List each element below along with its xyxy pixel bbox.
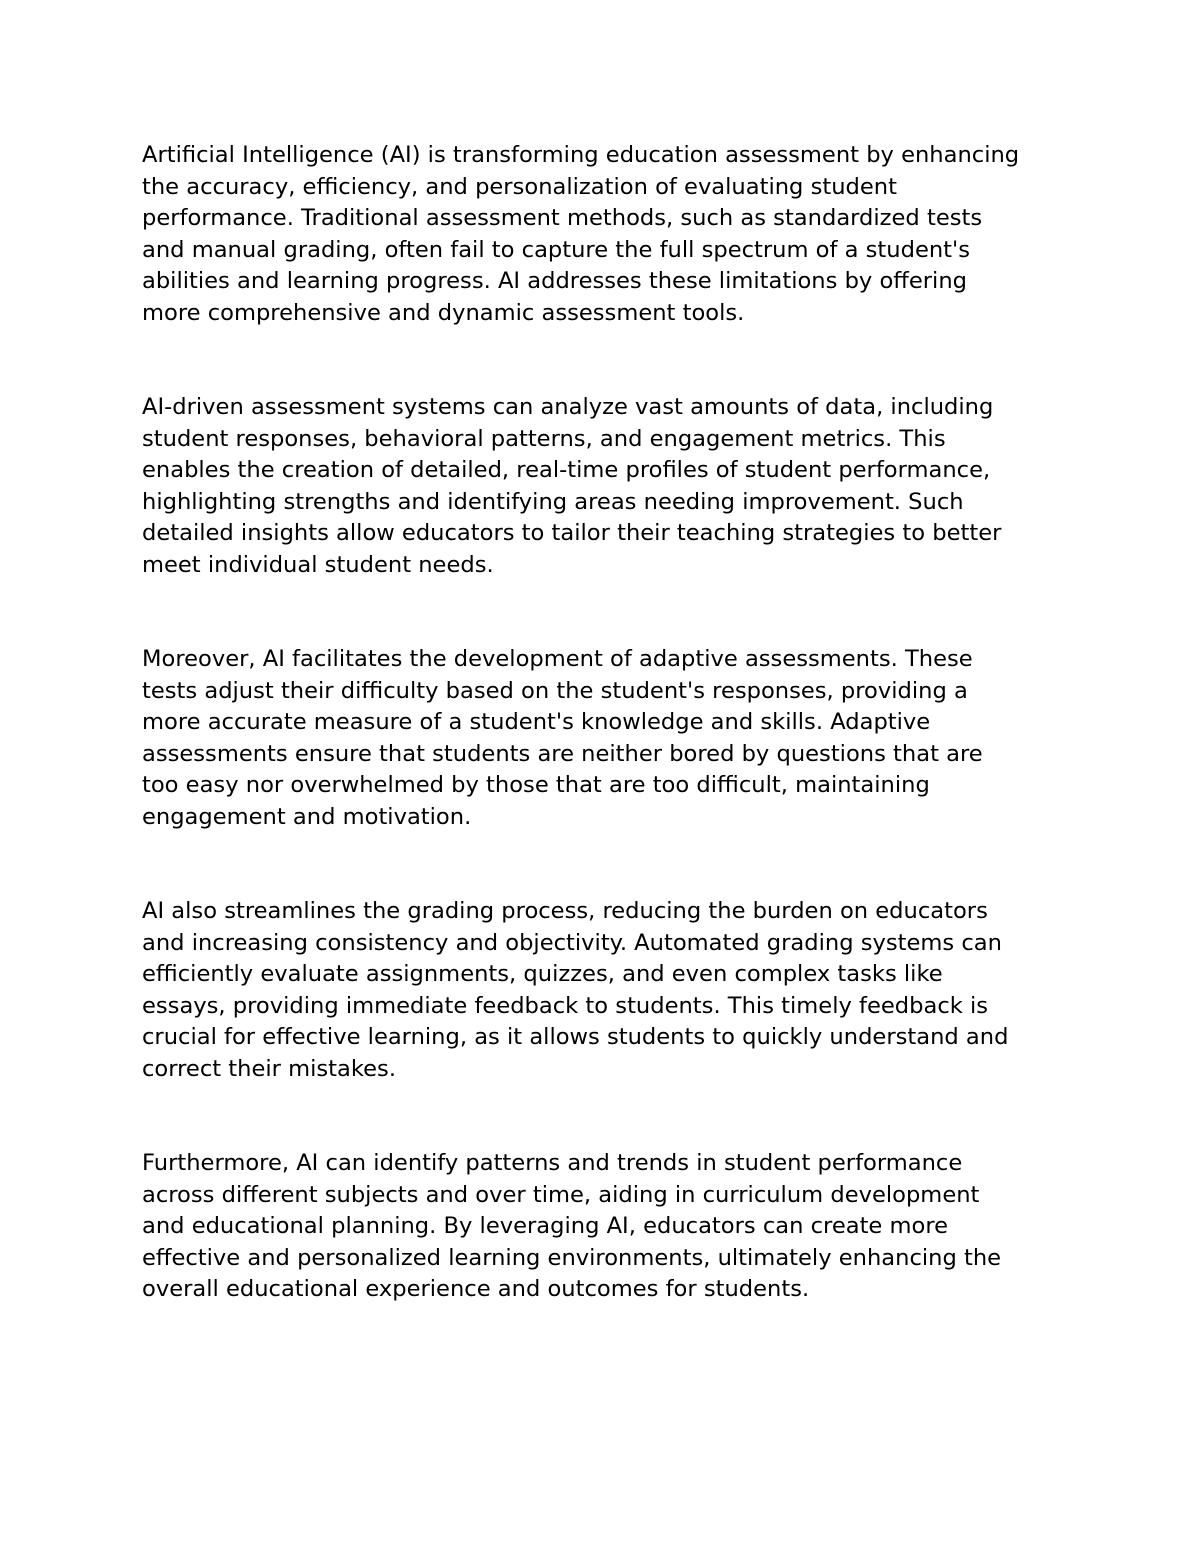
text-line: AI also streamlines the grading process, reducing the burden on educators <box>142 898 988 924</box>
paragraph-spacer <box>142 833 1072 896</box>
text-line: assessments ensure that students are neither bored by questions that are <box>142 740 983 767</box>
text-line: and manual grading, often fail to capture the full spectrum of a student's <box>142 236 971 263</box>
text-line: meet individual student needs. <box>142 551 494 578</box>
text-line: student responses, behavioral patterns, and engagement metrics. This <box>142 425 946 452</box>
text-line: overall educational experience and outcomes for students. <box>142 1276 810 1302</box>
text-line: more accurate measure of a student's knowledge and skills. Adaptive <box>142 709 931 735</box>
paragraph-1 <box>142 140 1072 329</box>
text-line: crucial for effective learning, as it allows students to quickly understand and <box>142 1024 1009 1050</box>
text-line: Moreover, AI facilitates the development of adaptive assessments. These <box>142 646 973 672</box>
text-line: across different subjects and over time, aiding in curriculum development <box>142 1181 980 1208</box>
paragraph-3 <box>142 644 1072 833</box>
text-line: too easy nor overwhelmed by those that are too difficult, maintaining <box>142 772 930 798</box>
paragraph-spacer <box>142 581 1072 644</box>
text-line: enables the creation of detailed, real-time profiles of student performance, <box>142 457 991 483</box>
paragraph-2 <box>142 392 1072 581</box>
text-line: tests adjust their difficulty based on the student's responses, providing a <box>142 677 968 704</box>
text-line: highlighting strengths and identifying areas needing improvement. Such <box>142 488 964 515</box>
text-line: and increasing consistency and objectivity. Automated grading systems can <box>142 929 1002 956</box>
text-line: effective and personalized learning environments, ultimately enhancing the <box>142 1244 1002 1271</box>
text-line: essays, providing immediate feedback to students. This timely feedback is <box>142 992 989 1019</box>
text-line: and educational planning. By leveraging AI, educators can create more <box>142 1213 949 1239</box>
text-line: detailed insights allow educators to tailor their teaching strategies to better <box>142 520 1002 546</box>
text-line: efficiently evaluate assignments, quizzes, and even complex tasks like <box>142 961 943 987</box>
paragraph-4 <box>142 896 1072 1085</box>
text-line: performance. Traditional assessment methods, such as standardized tests <box>142 205 983 231</box>
paragraph-5 <box>142 1148 1072 1306</box>
text-line: engagement and motivation. <box>142 803 472 830</box>
text-line: Artificial Intelligence (AI) is transforming education assessment by enhancing <box>142 142 1020 168</box>
paragraph-spacer <box>142 329 1072 392</box>
document-body <box>142 140 1072 1306</box>
text-line: the accuracy, efficiency, and personalization of evaluating student <box>142 173 897 200</box>
text-line: AI-driven assessment systems can analyze vast amounts of data, including <box>142 394 994 420</box>
text-line: abilities and learning progress. AI addresses these limitations by offering <box>142 268 967 294</box>
text-line: more comprehensive and dynamic assessment tools. <box>142 299 745 326</box>
text-line: correct their mistakes. <box>142 1055 397 1082</box>
paragraph-spacer <box>142 1085 1072 1148</box>
text-line: Furthermore, AI can identify patterns and trends in student performance <box>142 1150 963 1176</box>
